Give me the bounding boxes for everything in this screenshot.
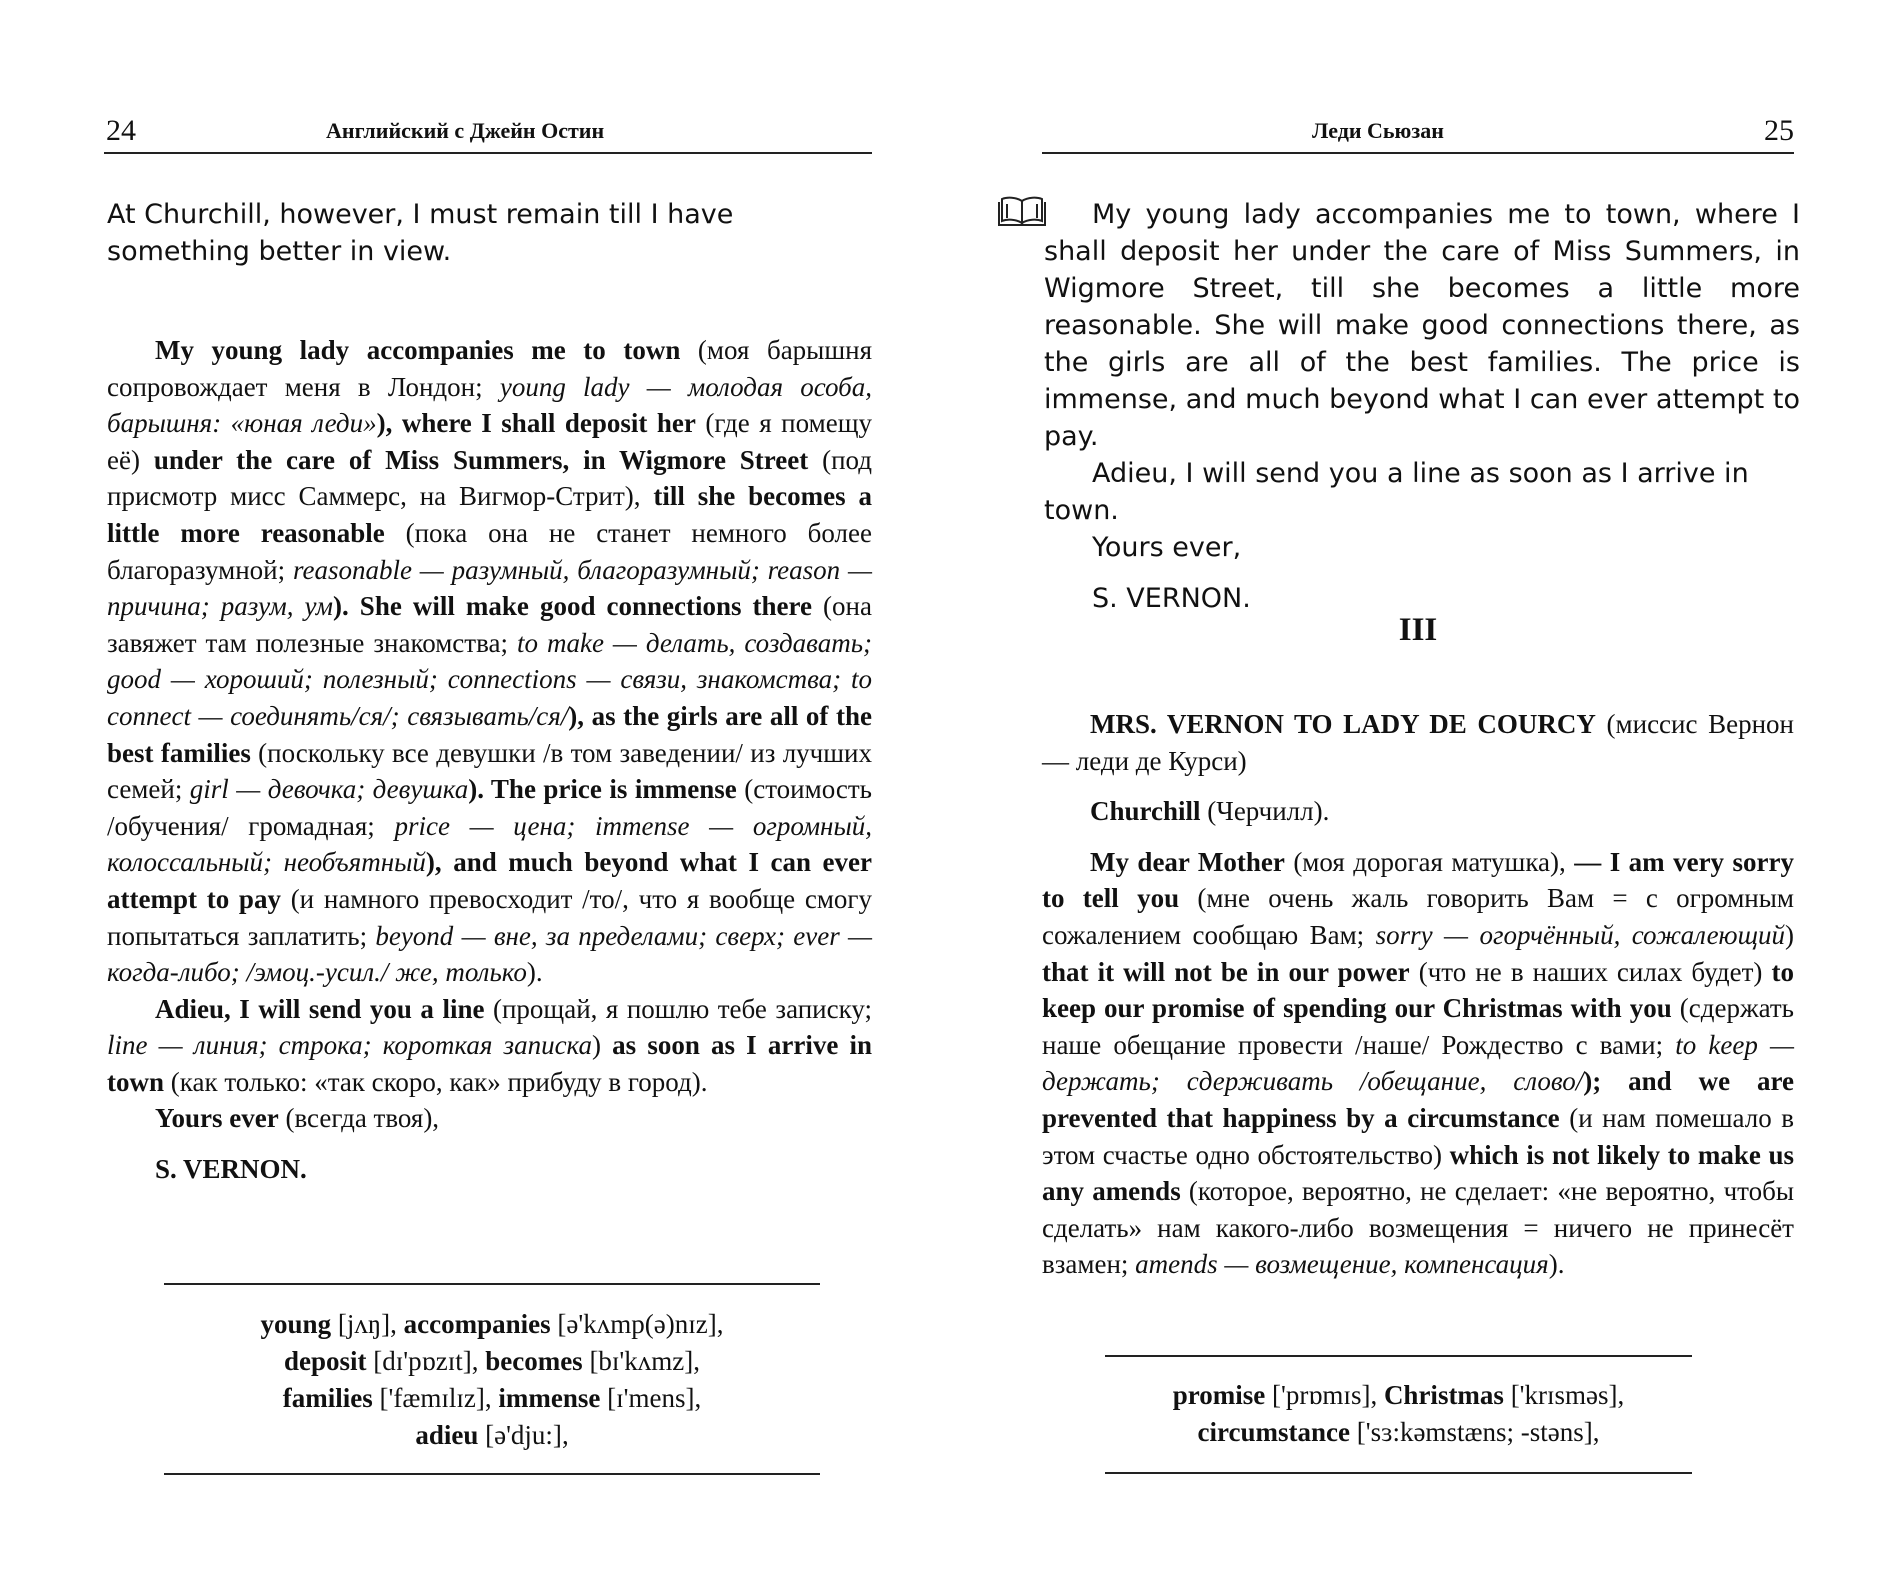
english-phrase: as soon as I arrive in town [107, 1030, 872, 1097]
signature: S. VERNON. [1092, 583, 1251, 614]
pronunciation-word: deposit [283, 1346, 367, 1376]
russian-translation: ) [592, 1030, 613, 1061]
english-phrase: ), and much beyond what I can ever attempt to pay [107, 847, 872, 914]
pronunciation-word: promise [1172, 1380, 1266, 1410]
transcription: ['krɪsməs] [1510, 1380, 1618, 1410]
divider-rule [1105, 1472, 1692, 1474]
english-paragraph: My young lady accompanies me to town, where I shall deposit her under the care of Miss Summers, in Wigmore Street, till she becomes a little more reasonable. She will make good connections there, as the girls are all of the best families. The price is immense, and much beyond what I can ever attempt to pay. [1044, 199, 1800, 452]
transcription: [bɪ'kʌmz] [589, 1346, 694, 1376]
annotated-text [1042, 706, 1794, 1283]
vocabulary-note: girl — девочка; девушка [189, 774, 469, 805]
divider-rule [164, 1473, 820, 1475]
transcription: [ə'dju:] [485, 1420, 562, 1450]
right-page [944, 0, 1889, 1574]
english-phrase: ). The price is immense [468, 774, 737, 805]
russian-translation: (где я помещу её) [107, 408, 872, 475]
pronunciation-word: becomes [485, 1346, 583, 1376]
pronunciation-word: Christmas [1383, 1380, 1504, 1410]
running-title: Английский с Джейн Остин [326, 118, 605, 143]
pronunciation-word: young [260, 1309, 332, 1339]
english-phrase: Yours ever [155, 1103, 279, 1134]
left-page [0, 0, 944, 1574]
transcription: ['sɜ:kəmstæns; -stəns] [1356, 1417, 1593, 1447]
english-phrase: My dear Mother [1090, 846, 1285, 877]
annotated-paragraph [107, 332, 872, 991]
transcription: [jʌŋ] [337, 1309, 391, 1339]
english-phrase: MRS. VERNON TO LADY DE COURCY [1090, 709, 1596, 739]
english-phrase: which is not likely to make us any amends [1042, 1139, 1795, 1207]
vocabulary-note: price — цена; immense — огромный, колоссальный; необъятный [107, 810, 872, 878]
russian-translation: (миссис Вернон — леди де Курси) [1042, 709, 1794, 776]
russian-translation: (под присмотр мисс Саммерс, на Вигмор-Стрит), [107, 444, 872, 512]
english-phrase: ), as the girls are all of the best families [107, 700, 872, 768]
transcription: ['fæmɪlɪz] [379, 1383, 485, 1413]
pronunciation-line: deposit [dɪ'pɒzɪt], becomes [bɪ'kʌmz], [283, 1346, 701, 1376]
russian-translation: (мне очень жаль говорить Вам = с огромным сожалением сообщаю Вам; [1042, 883, 1794, 950]
page-number: 25 [1764, 114, 1794, 147]
annotated-paragraph [1042, 844, 1794, 1283]
russian-translation: (стоимость /обучения/ громадная; [107, 774, 872, 841]
pronunciation-box [1105, 1377, 1692, 1451]
russian-translation: (моя дорогая матушка), [1284, 846, 1575, 877]
english-phrase: — I am very sorry to tell you [1042, 846, 1794, 914]
pronunciation-line: adieu [ə'dju:], [415, 1420, 569, 1450]
vocabulary-note: line — линия; строка; короткая записка [107, 1030, 593, 1061]
english-text-top: At Churchill, however, I must remain till I have something better in view. [107, 199, 734, 267]
russian-translation: (сдержать наше обещание провести /наше/ Рождество с вами; [1042, 993, 1795, 1060]
divider-rule [164, 1283, 820, 1285]
vocabulary-note: beyond — вне, за пределами; сверх; ever — когда-либо; /эмоц.-усил./ же, только [107, 920, 872, 988]
page-header [1042, 108, 1794, 154]
annotated-paragraph [1042, 793, 1794, 830]
pronunciation-word: adieu [415, 1420, 479, 1450]
chapter-heading: III [1398, 612, 1438, 648]
transcription: [ə'kʌmp(ə)nɪz] [557, 1309, 717, 1339]
russian-translation: (и нам помешало в этом счастье одно обстоятельство) [1042, 1102, 1794, 1170]
page-number: 24 [106, 114, 136, 147]
annotated-text [107, 332, 872, 1188]
russian-translation: (моя барышня сопровождает меня в Лондон; [107, 335, 872, 402]
russian-translation: (которое, вероятно, не сделает: «не вероятно, чтобы сделать» нам какого-либо возмещения = ничего не принесёт взамен; [1042, 1176, 1795, 1280]
english-phrase: that it will not be in our power [1042, 956, 1410, 987]
pronunciation-word: circumstance [1197, 1417, 1350, 1447]
open-book-icon [998, 196, 1046, 226]
pronunciation-line: circumstance ['sɜ:kəmstæns; -stəns], [1197, 1417, 1600, 1447]
english-paragraph: Adieu, I will send you a line as soon as I arrive in town. [1044, 458, 1749, 526]
russian-translation: (как только: «так скоро, как» прибуду в город). [164, 1066, 708, 1097]
pronunciation-box [164, 1306, 820, 1454]
vocabulary-note: young lady — молодая особа, барышня: «юная леди» [107, 371, 873, 439]
russian-translation: (что не в наших силах будет) [1409, 956, 1772, 987]
vocabulary-note: to keep — держать; сдерживать /обещание, слово/ [1042, 1029, 1794, 1097]
page-header [104, 108, 872, 154]
pronunciation-line: promise ['prɒmɪs], Christmas ['krɪsməs], [1172, 1380, 1625, 1410]
english-phrase: Churchill [1090, 796, 1201, 827]
transcription: [dɪ'pɒzɪt] [373, 1346, 472, 1376]
vocabulary-note: to make — делать, создавать; good — хороший; полезный; connections — связи, знакомства; to connect — соединять/ся/; связывать/ся/ [107, 627, 872, 731]
pronunciation-word: accompanies [403, 1309, 551, 1339]
english-phrase: ), where I shall deposit her [376, 408, 696, 439]
russian-translation: (она завяжет там полезные знакомства; [107, 591, 872, 658]
annotated-paragraph [107, 1100, 872, 1137]
transcription: [ɪ'mens] [607, 1383, 695, 1413]
russian-translation: (всегда твоя), [278, 1103, 440, 1134]
russian-translation: ) [1784, 919, 1794, 950]
annotated-paragraph [107, 991, 872, 1101]
english-phrase: ); and we are prevented that happiness by a circumstance [1042, 1066, 1794, 1133]
russian-translation: (прощай, я пошлю тебе записку; [484, 993, 872, 1024]
pronunciation-line: families ['fæmɪlɪz], immense [ɪ'mens], [282, 1383, 702, 1413]
russian-translation: (Черчилл). [1200, 796, 1330, 827]
russian-translation: (поскольку все девушки /в том заведении/ из лучших семей; [107, 737, 872, 805]
vocabulary-note: amends — возмещение, компенсация [1135, 1249, 1549, 1280]
russian-translation: ). [526, 957, 543, 988]
russian-translation: (пока она не станет немного более благоразумной; [107, 517, 872, 585]
english-phrase: till she becomes a little more reasonable [107, 481, 872, 548]
transcription: ['prɒmɪs] [1271, 1380, 1371, 1410]
russian-translation: ). [1548, 1249, 1565, 1280]
english-phrase: Adieu, I will send you a line [155, 993, 485, 1024]
vocabulary-note: reasonable — разумный, благоразумный; reason — причина; разум, ум [107, 554, 873, 622]
russian-translation: (и намного превосходит /то/, что я вообще смогу попытаться заплатить; [107, 883, 872, 951]
english-phrase: to keep our promise of spending our Christmas with you [1042, 956, 1795, 1024]
english-paragraph: Yours ever, [1092, 532, 1242, 563]
english-phrase: My young lady accompanies me to town [155, 335, 681, 365]
vocabulary-note: sorry — огорчённый, сожалеющий [1375, 919, 1785, 950]
running-title: Леди Сьюзан [1312, 118, 1444, 143]
english-text [1044, 196, 1800, 617]
pronunciation-word: families [282, 1383, 373, 1413]
english-phrase: under the care of Miss Summers, in Wigmore Street [153, 444, 809, 475]
annotated-paragraph [1042, 706, 1794, 779]
pronunciation-line: young [jʌŋ], accompanies [ə'kʌmp(ə)nɪz], [260, 1309, 724, 1339]
pronunciation-word: immense [498, 1383, 601, 1413]
divider-rule [1105, 1355, 1692, 1357]
english-phrase: ). She will make good connections there [333, 591, 813, 622]
signature: S. VERNON. [155, 1154, 307, 1185]
